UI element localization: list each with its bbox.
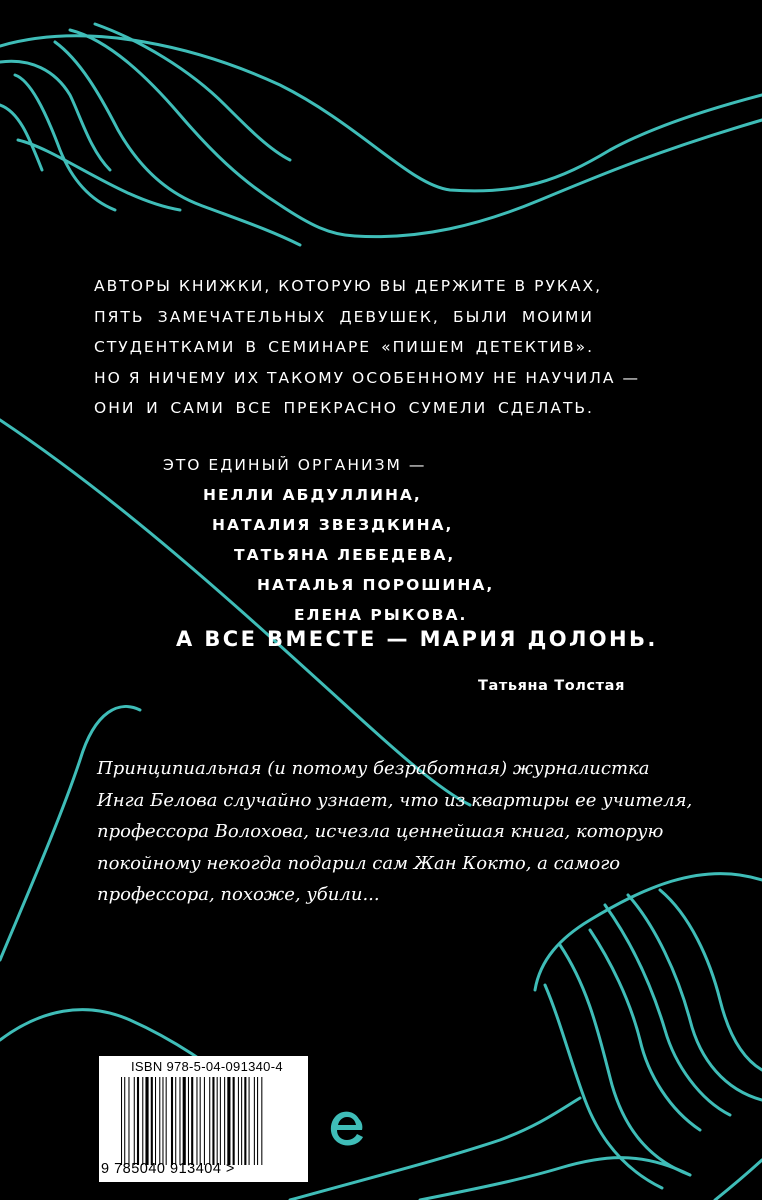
fork-handle (355, 120, 762, 237)
author-name: ТАТЬЯНА ЛЕБЕДЕВА, (234, 546, 456, 564)
barcode-bar (159, 1077, 160, 1165)
fork-tine (590, 930, 700, 1130)
isbn-number: ISBN 978-5-04-091340-4 (131, 1059, 283, 1074)
barcode-bar (200, 1077, 201, 1165)
barcode-bar (179, 1077, 180, 1165)
barcode-bar (249, 1077, 250, 1165)
quote-line: НО Я НИЧЕМУ ИХ ТАКОМУ ОСОБЕННОМУ НЕ НАУЧИЛА — (94, 368, 640, 387)
edge-curve-right (715, 1160, 762, 1200)
barcode-bar (196, 1077, 197, 1165)
barcode-bar (134, 1077, 135, 1165)
barcode-bar (241, 1077, 242, 1165)
collective-pseudonym: А ВСЕ ВМЕСТЕ — МАРИЯ ДОЛОНЬ. (176, 627, 658, 651)
fork-outline-top (0, 36, 762, 191)
barcode-bar (171, 1077, 173, 1165)
barcode-bar (261, 1077, 262, 1165)
barcode-digits: 9 785040 913404 > (101, 1161, 235, 1177)
barcode-bar (227, 1077, 230, 1165)
barcode-bar (217, 1077, 218, 1165)
barcode-bar (212, 1077, 214, 1165)
organism-intro: ЭТО ЕДИНЫЙ ОРГАНИЗМ — (163, 456, 427, 474)
barcode-bar (128, 1077, 129, 1165)
quote-line: ПЯТЬ ЗАМЕЧАТЕЛЬНЫХ ДЕВУШЕК, БЫЛИ МОИМИ (94, 307, 594, 326)
publisher-logo-mark (331, 1112, 363, 1146)
fork-tine (660, 890, 762, 1070)
barcode-bar (142, 1077, 143, 1165)
barcode-bar (257, 1077, 258, 1165)
book-synopsis (97, 753, 693, 911)
fork-tine (605, 905, 730, 1115)
tolstaya-quote (94, 271, 640, 424)
fork-handle-bottom-2 (420, 1158, 690, 1200)
barcode-bar (166, 1077, 167, 1165)
author-name: НАТАЛИЯ ЗВЕЗДКИНА, (212, 516, 454, 534)
quote-line: АВТОРЫ КНИЖКИ, КОТОРУЮ ВЫ ДЕРЖИТЕ В РУКАХ, (94, 277, 603, 295)
author-name: ЕЛЕНА РЫКОВА. (294, 606, 468, 624)
barcode-bar (224, 1077, 225, 1165)
synopsis-line: Принципиальная (и потому безработная) журналистка (97, 758, 650, 779)
barcode-bar (204, 1077, 205, 1165)
barcode-bar (124, 1077, 125, 1165)
barcode-bar (137, 1077, 139, 1165)
fork-tine (70, 30, 355, 236)
barcode-bar (162, 1077, 163, 1165)
barcode-bar (254, 1077, 255, 1165)
synopsis-line: профессора Волохова, исчезла ценнейшая книга, которую (97, 821, 664, 842)
fork-tine (560, 945, 690, 1175)
barcode-bars (121, 1077, 285, 1165)
barcode-bar (188, 1077, 189, 1165)
quote-line: СТУДЕНТКАМИ В СЕМИНАРЕ «ПИШЕМ ДЕТЕКТИВ». (94, 338, 594, 356)
quote-signature: Татьяна Толстая (478, 678, 625, 694)
quote-line: ОНИ И САМИ ВСЕ ПРЕКРАСНО СУМЕЛИ СДЕЛАТЬ. (94, 399, 594, 417)
fork-tine (0, 105, 42, 170)
author-name: НЕЛЛИ АБДУЛЛИНА, (203, 486, 422, 504)
synopsis-line: профессора, похоже, убили... (97, 884, 380, 905)
barcode-bar (183, 1077, 186, 1165)
barcode-bar (145, 1077, 148, 1165)
barcode-bar (191, 1077, 193, 1165)
fork-tine (18, 140, 180, 210)
fork-tine (628, 895, 762, 1100)
barcode-bar (151, 1077, 153, 1165)
barcode-bar (175, 1077, 176, 1165)
barcode-bar (220, 1077, 221, 1165)
barcode-bar (121, 1077, 122, 1165)
barcode-bar (238, 1077, 239, 1165)
barcode-bar (155, 1077, 156, 1165)
synopsis-line: Инга Белова случайно узнает, что из квартиры ее учителя, (97, 789, 693, 811)
barcode-bar (244, 1077, 246, 1165)
barcode-bar (209, 1077, 210, 1165)
synopsis-line: покойному некогда подарил сам Жан Кокто, а самого (97, 852, 621, 874)
isbn-barcode (99, 1056, 308, 1182)
barcode-bar (233, 1077, 235, 1165)
publisher-logo (327, 1107, 365, 1149)
author-name: НАТАЛЬЯ ПОРОШИНА, (257, 576, 495, 594)
